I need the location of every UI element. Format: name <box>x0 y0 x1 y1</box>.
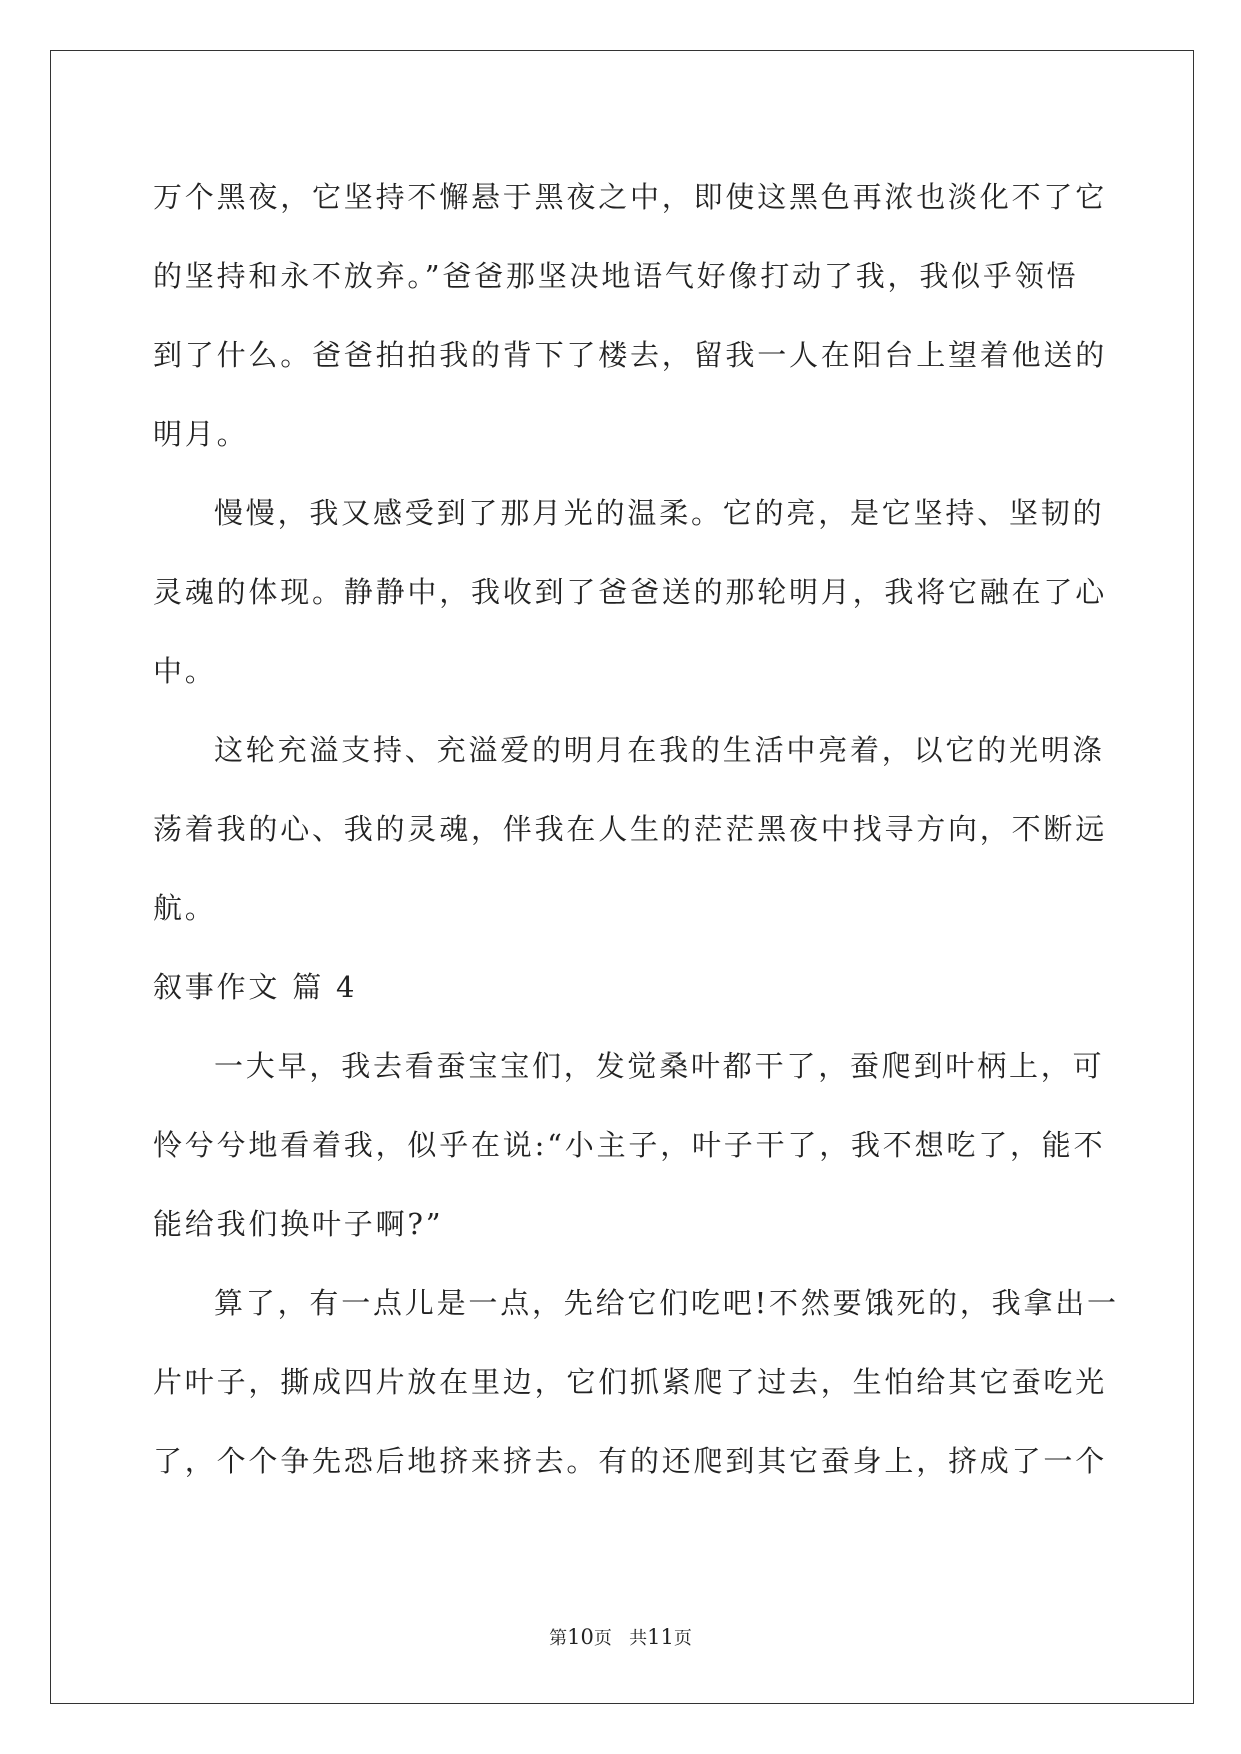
footer-page-unit: 页 <box>593 1628 612 1649</box>
page-footer <box>0 1624 1241 1650</box>
total-page-number: 11 <box>647 1625 674 1649</box>
text-line-4: 明月。 <box>153 417 249 451</box>
text-line-2: 的坚持和永不放弃。”爸爸那坚决地语气好像打动了我，我似乎领悟 <box>153 259 1079 293</box>
text-line-5: 慢慢，我又感受到了那月光的温柔。它的亮，是它坚持、坚韧的 <box>214 496 1105 530</box>
text-line-14: 能给我们换叶子啊?” <box>153 1207 444 1241</box>
text-line-16: 片叶子，撕成四片放在里边，它们抓紧爬了过去，生怕给其它蚕吃光 <box>153 1365 1108 1399</box>
text-line-3: 到了什么。爸爸拍拍我的背下了楼去，留我一人在阳台上望着他送的 <box>153 338 1108 372</box>
text-line-17: 了，个个争先恐后地挤来挤去。有的还爬到其它蚕身上，挤成了一个 <box>153 1444 1108 1478</box>
text-line-9: 荡着我的心、我的灵魂，伴我在人生的茫茫黑夜中找寻方向，不断远 <box>153 812 1108 846</box>
footer-prefix: 第 <box>549 1628 568 1649</box>
footer-total-unit: 页 <box>673 1628 692 1649</box>
text-line-8: 这轮充溢支持、充溢爱的明月在我的生活中亮着，以它的光明涤 <box>214 733 1105 767</box>
text-line-10: 航。 <box>153 891 217 925</box>
text-line-13: 怜兮兮地看着我，似乎在说:“小主子，叶子干了，我不想吃了，能不 <box>153 1128 1106 1162</box>
current-page-number: 10 <box>567 1625 594 1649</box>
footer-total-prefix: 共 <box>629 1628 648 1649</box>
text-line-7: 中。 <box>153 654 217 688</box>
document-body <box>153 158 1119 1501</box>
text-line-15: 算了，有一点儿是一点，先给它们吃吧!不然要饿死的，我拿出一 <box>214 1286 1119 1320</box>
text-line-12: 一大早，我去看蚕宝宝们，发觉桑叶都干了，蚕爬到叶柄上，可 <box>214 1049 1105 1083</box>
section-heading: 叙事作文 篇 4 <box>153 970 358 1004</box>
text-line-6: 灵魂的体现。静静中，我收到了爸爸送的那轮明月，我将它融在了心 <box>153 575 1108 609</box>
text-line-1: 万个黑夜，它坚持不懈悬于黑夜之中，即使这黑色再浓也淡化不了它 <box>153 180 1108 214</box>
